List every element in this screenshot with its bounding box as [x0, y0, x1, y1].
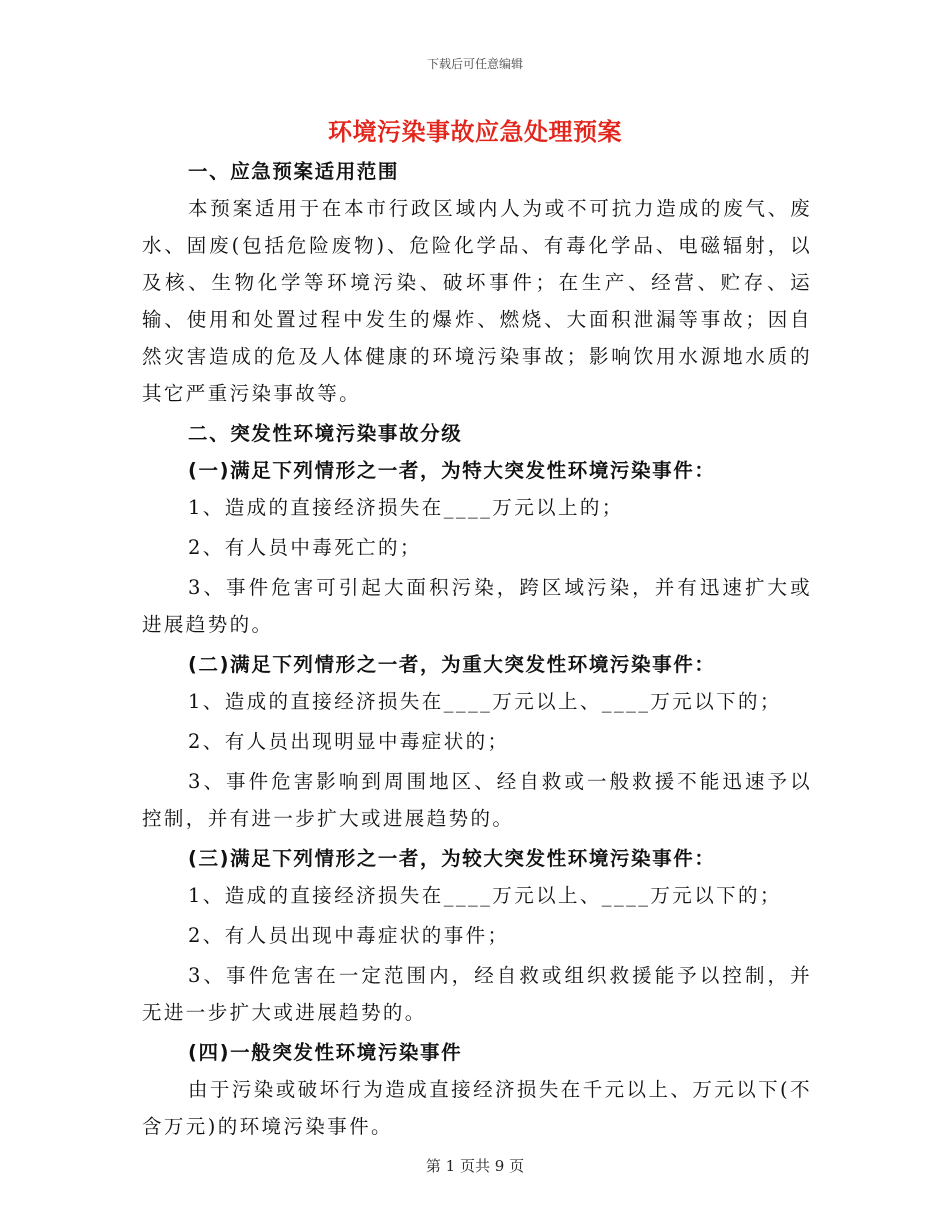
- paragraph: 由于污染或破坏行为造成直接经济损失在千元以上、万元以下(不含万元)的环境污染事件。: [142, 1078, 812, 1138]
- paragraph: 3、事件危害可引起大面积污染，跨区域污染，并有迅速扩大或进展趋势的。: [142, 576, 812, 636]
- paragraph: 2、有人员出现明显中毒症状的；: [188, 730, 510, 753]
- section-heading: (四)一般突发性环境污染事件: [188, 1041, 463, 1064]
- section-heading: (一)满足下列情形之一者，为特大突发性环境污染事件：: [188, 459, 716, 482]
- paragraph: 1、造成的直接经济损失在____万元以上、____万元以下的；: [188, 690, 782, 713]
- header-note: 下载后可任意编辑: [426, 57, 523, 71]
- paragraph: 3、事件危害在一定范围内，经自救或组织救援能予以控制，并无进一步扩大或进展趋势的。: [142, 964, 812, 1024]
- document-title: 环境污染事故应急处理预案: [328, 118, 622, 146]
- page-footer: 第 1 页共 9 页: [425, 1157, 525, 1175]
- section-heading: 二、突发性环境污染事故分级: [188, 422, 463, 445]
- paragraph: 2、有人员出现中毒症状的事件；: [188, 924, 510, 947]
- paragraph: 1、造成的直接经济损失在____万元以上、____万元以下的；: [188, 884, 782, 907]
- section-heading: (三)满足下列情形之一者，为较大突发性环境污染事件：: [188, 847, 716, 870]
- document-body: [142, 153, 812, 1148]
- paragraph: 本预案适用于在本市行政区域内人为或不可抗力造成的废气、废水、固废(包括危险废物)、危险化学品、有毒化学品、电磁辐射，以及核、生物化学等环境污染、破坏事件；在生产、经营、贮存、运输、使用和处置过程中发生的爆炸、燃烧、大面积泄漏等事故；因自然灾害造成的危及人体健康的环境污染事故；影响饮用水源地水质的其它严重污染事故等。: [142, 197, 812, 405]
- paragraph: 2、有人员中毒死亡的；: [188, 536, 422, 559]
- section-heading: (二)满足下列情形之一者，为重大突发性环境污染事件：: [188, 653, 716, 676]
- paragraph: 1、造成的直接经济损失在____万元以上的；: [188, 496, 624, 519]
- section-heading: 一、应急预案适用范围: [188, 160, 400, 183]
- paragraph: 3、事件危害影响到周围地区、经自救或一般救援不能迅速予以控制，并有进一步扩大或进展趋势的。: [142, 770, 812, 830]
